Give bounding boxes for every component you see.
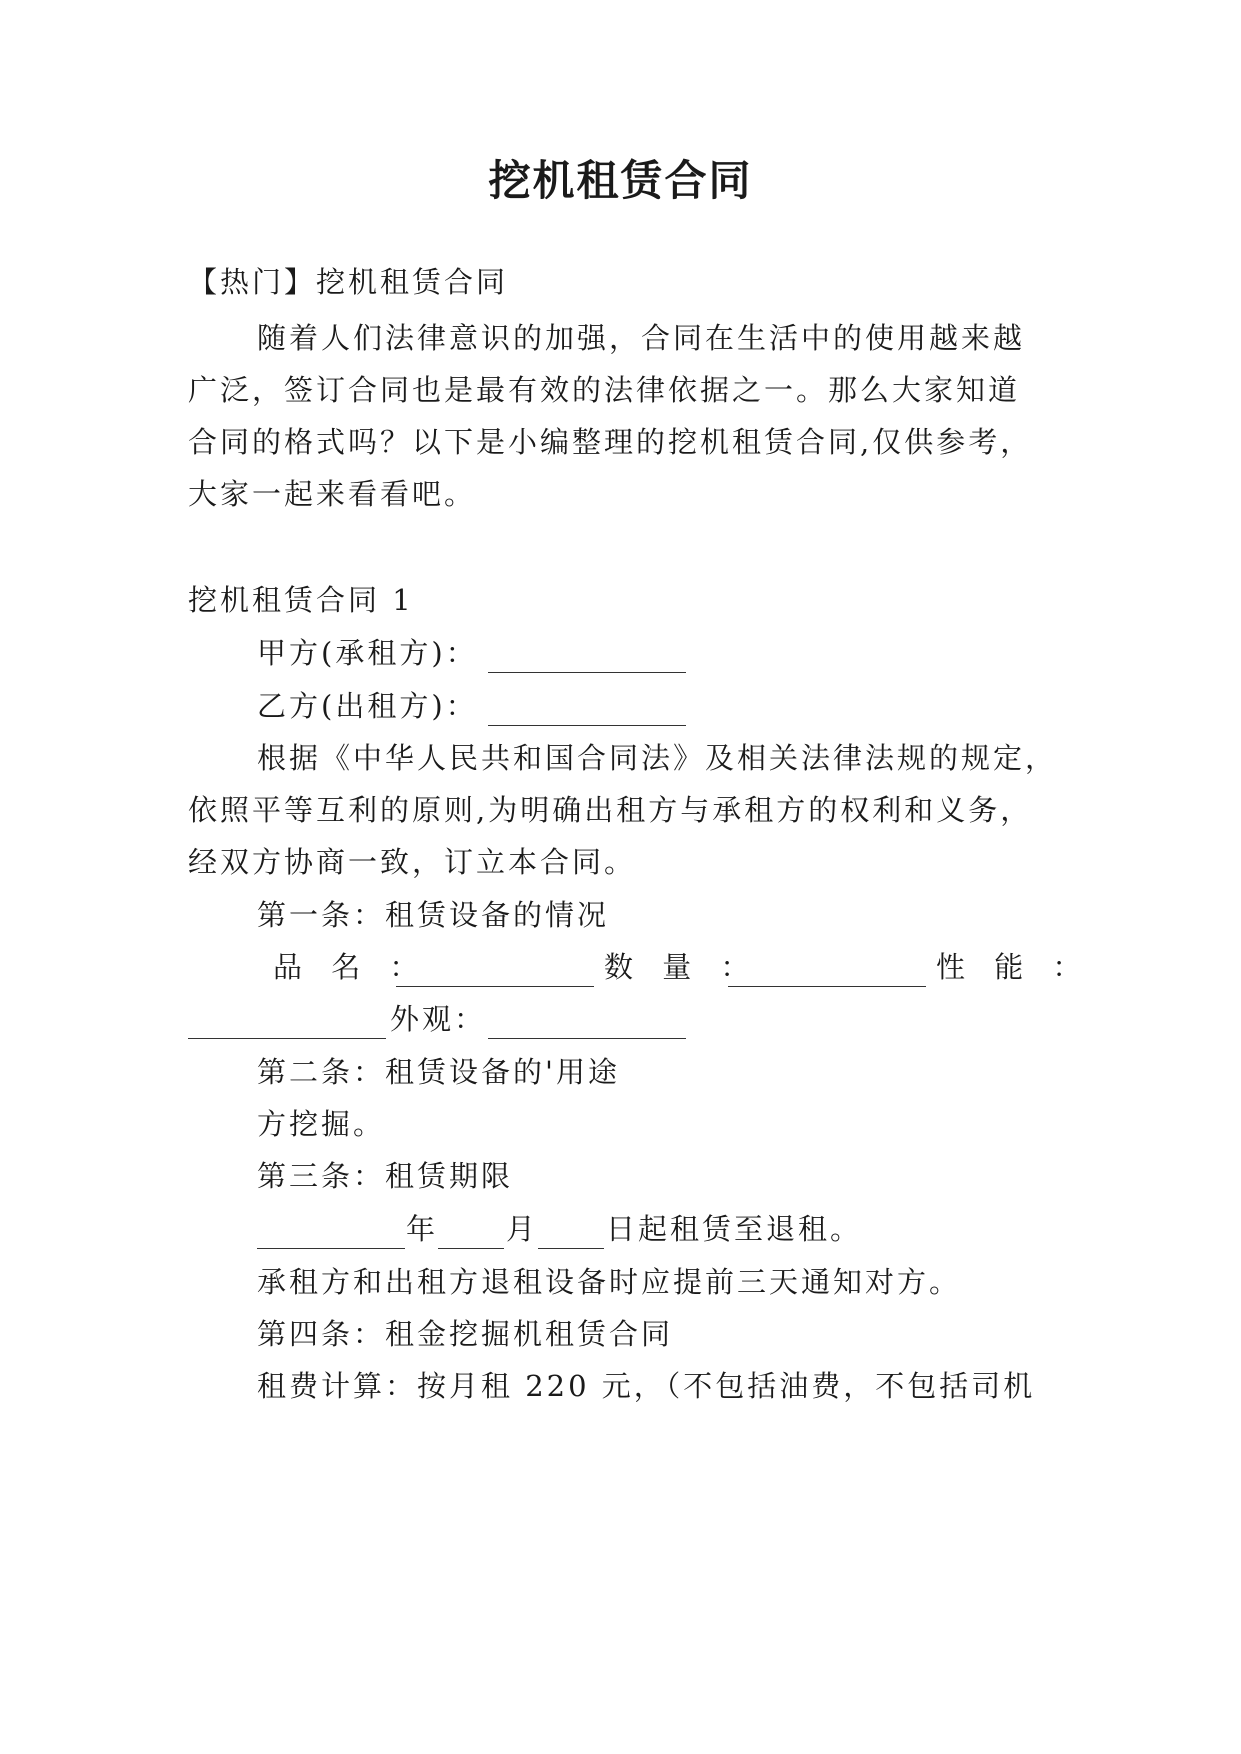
party-b-label: 乙方(出租方)： — [257, 689, 478, 723]
article-3-heading: 第三条：租赁期限 — [257, 1159, 514, 1193]
intro-line-3: 合同的格式吗？以下是小编整理的挖机租赁合同,仅供参考， — [188, 425, 1033, 459]
year-blank[interactable] — [257, 1226, 405, 1249]
party-a-label: 甲方(承租方)： — [257, 636, 478, 670]
month-blank[interactable] — [438, 1226, 504, 1249]
article-1-heading: 第一条：租赁设备的情况 — [257, 898, 610, 932]
product-name-blank[interactable] — [396, 964, 594, 987]
performance-label: 性 能 ： — [936, 950, 1092, 984]
party-a-blank[interactable] — [488, 650, 686, 673]
rent-calculation-line: 租费计算：按月租 220 元，（不包括油费，不包括司机 — [257, 1369, 1036, 1403]
subtitle-line: 【热门】挖机租赁合同 — [188, 265, 509, 299]
intro-line-2: 广泛，签订合同也是最有效的法律依据之一。那么大家知道 — [188, 373, 1021, 407]
basis-line-1: 根据《中华人民共和国合同法》及相关法律法规的规定， — [257, 741, 1058, 775]
article-4-heading: 第四条：租金挖掘机租赁合同 — [257, 1317, 674, 1351]
product-name-label: 品 名 ： — [273, 950, 429, 984]
notice-line: 承租方和出租方退租设备时应提前三天通知对方。 — [257, 1265, 962, 1299]
lease-term-text: 日起租赁至退租。 — [606, 1212, 863, 1246]
contract-heading: 挖机租赁合同 1 — [188, 583, 414, 617]
basis-line-3: 经双方协商一致，订立本合同。 — [188, 845, 637, 879]
article-2-heading: 第二条：租赁设备的'用途 — [257, 1055, 620, 1089]
party-b-blank[interactable] — [488, 703, 686, 726]
appearance-label: 外观： — [390, 1002, 487, 1036]
quantity-label: 数 量 ： — [604, 950, 760, 984]
day-blank[interactable] — [538, 1226, 604, 1249]
performance-blank[interactable] — [188, 1016, 386, 1039]
quantity-blank[interactable] — [728, 964, 926, 987]
document-title: 挖机租赁合同 — [488, 156, 753, 205]
article-2-text: 方挖掘。 — [257, 1107, 386, 1141]
appearance-blank[interactable] — [488, 1016, 686, 1039]
intro-line-4: 大家一起来看看吧。 — [188, 477, 477, 511]
year-label: 年 — [406, 1212, 436, 1246]
month-label: 月 — [506, 1212, 536, 1246]
intro-line-1: 随着人们法律意识的加强，合同在生活中的使用越来越 — [257, 321, 1026, 355]
basis-line-2: 依照平等互利的原则,为明确出租方与承租方的权利和义务， — [188, 793, 1033, 827]
